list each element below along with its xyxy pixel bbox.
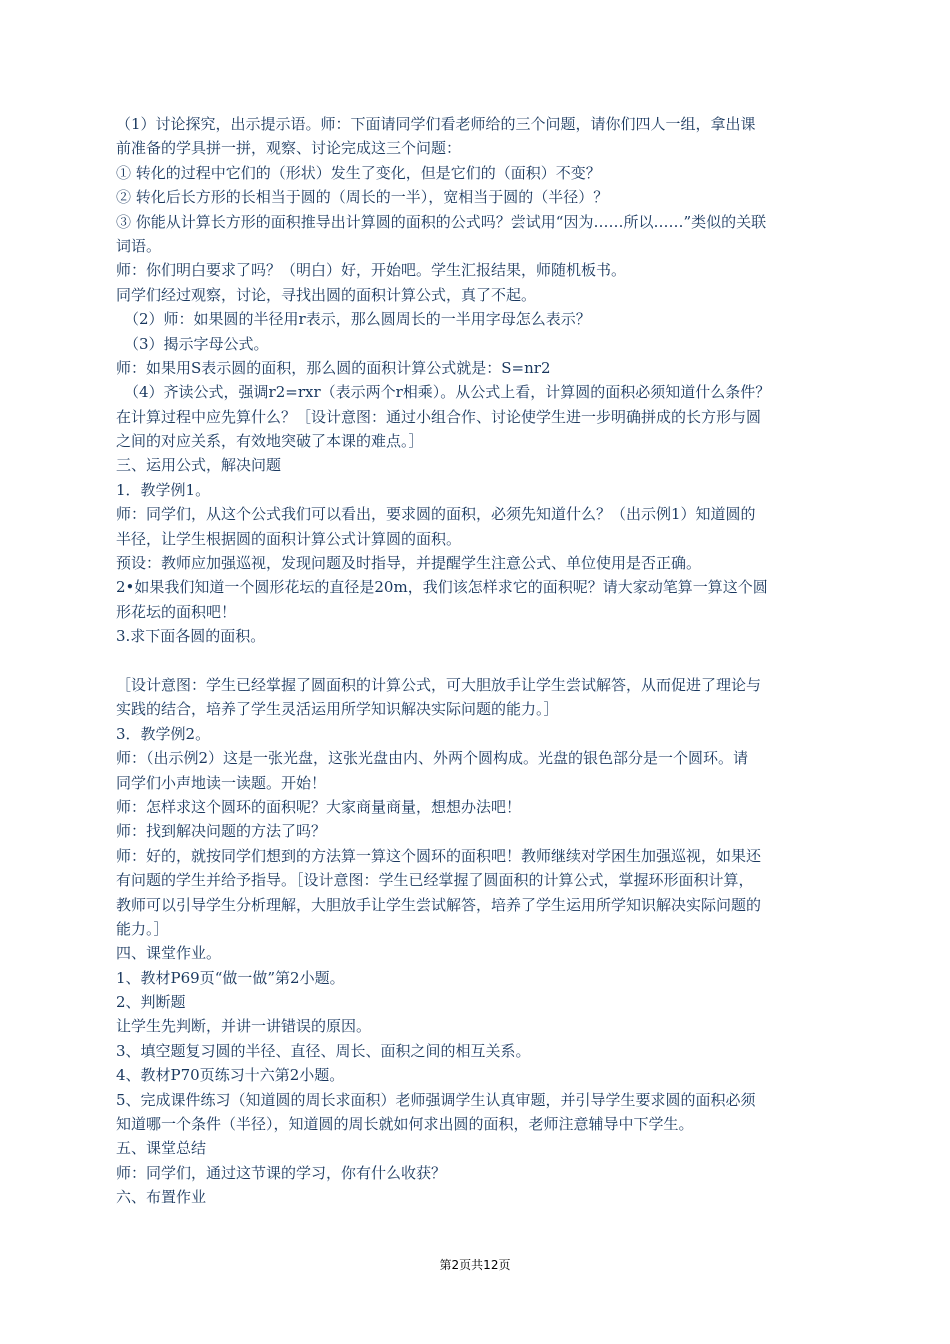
- text-line: 4、教材P70页练习十六第2小题。: [116, 1066, 345, 1085]
- text-line: 前准备的学具拼一拼，观察、讨论完成这三个问题：: [116, 139, 462, 158]
- text-line: 词语。: [116, 236, 162, 255]
- text-line: 1．教学例1。: [116, 480, 211, 499]
- text-line: （3）揭示字母公式。: [124, 334, 269, 353]
- text-line: 实践的结合，培养了学生灵活运用所学知识解决实际问题的能力。］: [116, 700, 559, 719]
- text-line: 同学们经过观察，讨论，寻找出圆的面积计算公式，真了不起。: [116, 285, 537, 304]
- section-heading: 三、运用公式，解决问题: [116, 456, 282, 475]
- text-line: 师：同学们，通过这节课的学习，你有什么收获？: [116, 1163, 447, 1182]
- text-line: 师：你们明白要求了吗？（明白）好，开始吧。学生汇报结果，师随机板书。: [116, 261, 627, 280]
- text-line: ③ 你能从计算长方形的面积推导出计算圆的面积的公式吗？尝试用“因为……所以……”类似的关联: [116, 212, 767, 231]
- text-line: 师：如果用S表示圆的面积，那么圆的面积计算公式就是：S=nr2: [116, 358, 551, 377]
- text-line: 教师可以引导学生分析理解，大胆放手让学生尝试解答，培养了学生运用所学知识解决实际问题的: [116, 895, 762, 914]
- text-line: 有问题的学生并给予指导。［设计意图：学生已经掌握了圆面积的计算公式，掌握环形面积计算，: [116, 871, 754, 890]
- document-body: [116, 112, 858, 1210]
- text-line: 知道哪一个条件（半径），知道圆的周长就如何求出圆的面积，老师注意辅导中下学生。: [116, 1115, 694, 1134]
- blank-line: [116, 649, 858, 673]
- text-line: 师：找到解决问题的方法了吗？: [116, 822, 327, 841]
- text-line: 形花坛的面积吧！: [116, 602, 237, 621]
- text-line: 预设：教师应加强巡视，发现问题及时指导，并提醒学生注意公式、单位使用是否正确。: [116, 554, 702, 573]
- text-line: （4）齐读公式，强调r2=rxr（表示两个r相乘）。从公式上看，计算圆的面积必须知道什么条件？: [124, 383, 771, 402]
- text-line: 5、完成课件练习（知道圆的周长求面积）老师强调学生认真审题，并引导学生要求圆的面积必须: [116, 1090, 756, 1109]
- section-heading: 四、课堂作业。: [116, 944, 222, 963]
- section-heading: 六、布置作业: [116, 1188, 207, 1207]
- text-line: ② 转化后长方形的长相当于圆的（周长的一半），宽相当于圆的（半径）？: [116, 188, 609, 207]
- text-line: 师：同学们，从这个公式我们可以看出，要求圆的面积，必须先知道什么？（出示例1）知道圆的: [116, 505, 756, 524]
- text-line: 在计算过程中应先算什么？［设计意图：通过小组合作、讨论使学生进一步明确拼成的长方形与圆: [116, 407, 762, 426]
- text-line: 师：（出示例2）这是一张光盘，这张光盘由内、外两个圆构成。光盘的银色部分是一个圆环。请: [116, 749, 749, 768]
- text-line: 同学们小声地读一读题。开始！: [116, 773, 327, 792]
- text-line: 能力。］: [116, 919, 169, 938]
- text-line: ① 转化的过程中它们的（形状）发生了变化，但是它们的（面积）不变？: [116, 163, 601, 182]
- text-line: 3.求下面各圆的面积。: [116, 627, 266, 646]
- text-line: 师：好的，就按同学们想到的方法算一算这个圆环的面积吧！教师继续对学困生加强巡视，如果还: [116, 846, 762, 865]
- text-line: （2）师：如果圆的半径用r表示，那么圆周长的一半用字母怎么表示？: [124, 310, 591, 329]
- text-line: 半径，让学生根据圆的面积计算公式计算圆的面积。: [116, 529, 462, 548]
- text-line: 之间的对应关系，有效地突破了本课的难点。］: [116, 432, 424, 451]
- section-heading: 五、课堂总结: [116, 1139, 207, 1158]
- text-line: 3、填空题复习圆的半径、直径、周长、面积之间的相互关系。: [116, 1041, 531, 1060]
- text-line: 让学生先判断，并讲一讲错误的原因。: [116, 1017, 372, 1036]
- text-line: （1）讨论探究，出示提示语。师：下面请同学们看老师给的三个问题，请你们四人一组，拿出课: [116, 115, 756, 133]
- text-line: 3．教学例2。: [116, 724, 211, 743]
- page-number-footer: 第2页共12页: [439, 1258, 511, 1272]
- text-line: ［设计意图：学生已经掌握了圆面积的计算公式，可大胆放手让学生尝试解答，从而促进了理论与: [116, 675, 762, 694]
- text-line: 师：怎样求这个圆环的面积呢？大家商量商量，想想办法吧！: [116, 797, 522, 816]
- text-line: 2•如果我们知道一个圆形花坛的直径是20m，我们该怎样求它的面积呢？请大家动笔算一算这个圆: [116, 578, 768, 597]
- text-line: 1、教材P69页“做一做”第2小题。: [116, 968, 345, 987]
- text-line: 2、判断题: [116, 993, 186, 1012]
